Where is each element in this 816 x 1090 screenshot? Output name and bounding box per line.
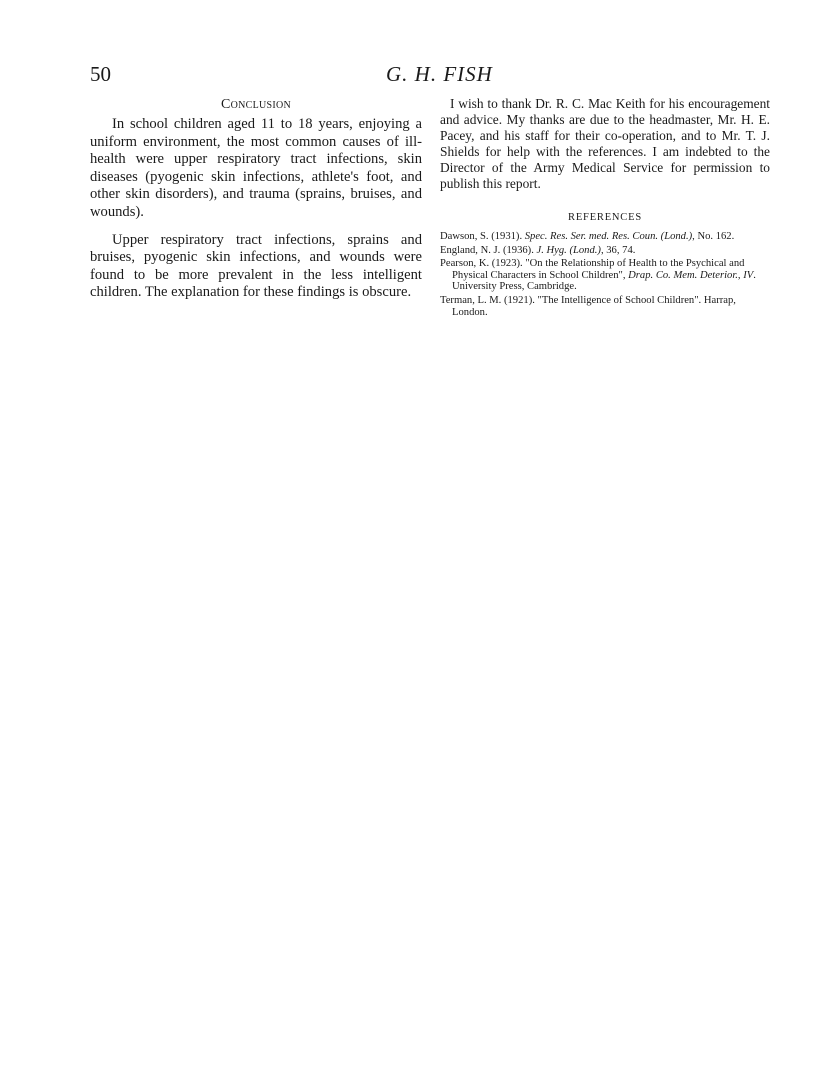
references-heading: REFERENCES [568, 212, 642, 223]
reference-item-dawson [440, 231, 770, 243]
reference-text: Dawson, S. (1931). [440, 231, 525, 242]
conclusion-heading: Conclusion [220, 97, 292, 112]
left-column [90, 96, 422, 312]
reference-journal: Drap. Co. Mem. Deterior., IV [628, 269, 754, 281]
right-column [440, 96, 770, 320]
conclusion-paragraph-1: In school children aged 11 to 18 years, enjoying a uniform environment, the most common causes of ill-health were upper respiratory tract infections, skin diseases (pyogenic skin infections, athlete's foot, and other skin disorders), and trauma (sprains, bruises, and wounds). [90, 116, 422, 220]
reference-text: Pearson, K. (1923). "On the Relationship of Health to the Psychical and Physical Characters in School Children", [440, 258, 745, 281]
reference-journal: Spec. Res. Ser. med. Res. Coun. (Lond.) [524, 231, 693, 242]
page-number: 50 [90, 62, 111, 86]
reference-journal: J. Hyg. (Lond.) [536, 244, 601, 256]
reference-text: England, N. J. (1936). [440, 244, 537, 256]
running-head: G. H. FISH [386, 62, 493, 86]
reference-text: , 36, 74. [600, 244, 636, 256]
reference-text: Terman, L. M. (1921). "The Intelligence of School Children". Harrap, London. [440, 294, 736, 318]
reference-item-england [440, 245, 770, 257]
reference-list [440, 231, 770, 318]
reference-text: . University Press, Cambridge. [452, 269, 756, 293]
acknowledgement-paragraph: I wish to thank Dr. R. C. Mac Keith for his encouragement and advice. My thanks are due to the headmaster, Mr. H. E. Pacey, and his staff for their co-operation, and to Mr. T. J. Shields for help with the references. I am indebted to the Director of the Army Medical Service for permission to publish this report. [440, 96, 770, 191]
reference-item-pearson [440, 258, 770, 293]
conclusion-paragraph-2: Upper respiratory tract infections, sprains and bruises, pyogenic skin infections, and wounds were found to be more prevalent in the less intelligent children. The explanation for these findings is obscure. [90, 231, 422, 301]
reference-item-terman [440, 295, 770, 318]
reference-text: , No. 162. [692, 231, 735, 242]
